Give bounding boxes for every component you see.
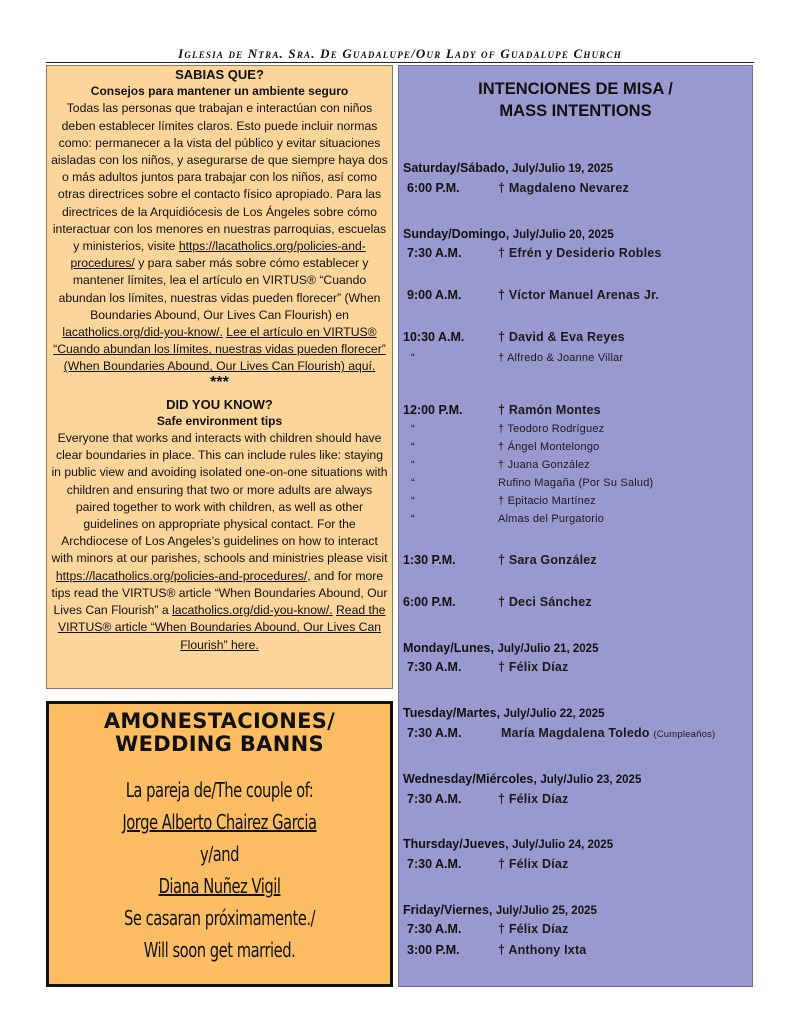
ditto-mark: “ [411,495,415,507]
mass-title-1: INTENCIONES DE MISA / [478,80,673,98]
dyk-text-2: and for more tips read the VIRTUS® article “When Boundaries Abound, Our Lives Can Flourish” a [51,568,388,618]
intention-row [403,792,751,810]
mass-title [399,78,752,122]
mass-time: 3:00 P.M. [407,943,460,957]
bride-name: Diana Nuñez Vigil [158,874,281,898]
intention-row [403,922,751,940]
intention-name: † Deci Sánchez [498,595,592,609]
intention-name: † Sara González [498,553,597,567]
ditto-mark: “ [411,477,415,489]
intention-row [403,726,751,744]
mass-time: 6:00 P.M. [403,595,456,609]
header-rule [46,62,754,63]
intention-name: † David & Eva Reyes [498,330,625,344]
ditto-mark: “ [411,423,415,435]
sabias-body [47,100,392,375]
day-date: July/Julio 19, 2025 [512,163,614,175]
intention-row [403,943,751,961]
intention-row [403,513,751,531]
banns-line-married: Will soon get married. [143,938,296,962]
intention-name: † Efrén y Desiderio Robles [498,246,662,260]
intention-name: † Félix Díaz [498,857,569,871]
intention-name: † Epitacio Martínez [498,495,596,507]
intention-row [403,330,751,348]
intention-row [403,441,751,459]
mass-time: 7:30 A.M. [407,246,462,260]
mass-time: 1:30 P.M. [403,553,456,567]
intention-row [403,246,751,264]
ditto-mark: “ [411,352,415,364]
day-date: July/Julio 24, 2025 [512,839,614,851]
mass-intentions-box [398,65,753,987]
mass-time: 9:00 A.M. [407,288,462,302]
day-date: July/Julio 21, 2025 [497,643,599,655]
day-heading [403,837,613,851]
intention-row [403,423,751,441]
sabias-virtus-link[interactable]: Lee el artículo en VIRTUS® “Cuando abundan los límites, nuestras vidas pueden florecer” (When Boundaries Abound, Our Lives Can Flourish) aquí. [53,325,386,374]
day-name: Saturday/Sábado, [403,161,509,175]
dyk-subtitle: Safe environment tips [156,413,283,428]
banns-title-1: AMONESTACIONES/ [103,709,336,733]
intention-name: † Ramón Montes [498,403,601,417]
separator-stars: *** [210,373,229,391]
intention-name: † Ángel Montelongo [498,441,600,453]
sabias-subtitle: Consejos para mantener un ambiente seguro [90,84,349,99]
sabias-title: SABIAS QUE? [175,67,264,82]
intention-name [501,726,715,740]
wedding-banns-box [46,701,393,987]
groom-name: Jorge Alberto Chairez Garcia [122,810,317,834]
intention-row [403,352,751,370]
intention-row [403,459,751,477]
mass-time: 7:30 A.M. [407,726,462,740]
mass-time: 10:30 A.M. [403,330,465,344]
intention-row [403,660,751,678]
dyk-text: Everyone that works and interacts with children should have clear boundaries in place. This can include rules like: staying in public view and avoiding isolated one-on-one situations with children and ensuring that two or more adults are always paired together to work with children, as well as other guidelines on appropriate physical contact. For the Archdiocese of Los Angeles’s guidelines on how to interact with minors at our parishes, schools and ministries please visit [51,431,388,566]
banns-line-soon: Se casaran próximamente./ [123,906,316,930]
intention-name: † Félix Díaz [498,660,569,674]
day-heading [403,227,614,241]
day-date: July/Julio 20, 2025 [512,229,614,241]
ditto-mark: “ [411,513,415,525]
sabias-policies-link[interactable]: https://lacatholics.org/policies-and-procedures/ [70,239,366,271]
banns-title-2: WEDDING BANNS [115,732,324,756]
intention-text: María Magdalena Toledo [501,726,650,740]
sabias-text: Todas las personas que trabajan e interactúan con niños deben establecer límites claros. Esto puede incluir normas como: permanecer a la vista del público y evitar situaciones aisladas con los niños, y asegurarse de que siempre haya dos o más adultos juntos para trabajar con los niños, así como otras directrices sobre el contacto físico apropiado. Para las directrices de la Arquidiócesis de Los Ángeles sobre cómo interactuar con los menores en nuestras parroquias, escuelas y ministerios, visite [51,101,388,254]
day-date: July/Julio 23, 2025 [540,774,642,786]
day-name: Sunday/Domingo, [403,227,510,241]
bulletin-header: Iglesia de Ntra. Sra. De Guadalupe/Our Lady of Guadalupe Church [178,46,622,61]
dyk-virtus-link[interactable]: Read the VIRTUS® article “When Boundaries Abound, Our Lives Can Flourish” here. [57,603,386,652]
dyk-body [47,430,392,654]
intention-row [403,403,751,421]
day-date: July/Julio 25, 2025 [495,905,597,917]
mass-time: 7:30 A.M. [407,857,462,871]
sabias-text-2: y para saber más sobre cómo establecer y mantener límites, lea el artículo en VIRTUS® “Cuando abundan los límites, nuestras vidas pueden florecer” (When Boundaries Abound, Our Lives Can Flourish) en [58,256,381,322]
day-name: Thursday/Jueves, [403,837,509,851]
day-heading [403,161,613,175]
intention-name: Rufino Magaña (Por Su Salud) [498,477,654,489]
mass-time: 7:30 A.M. [407,660,462,674]
intention-name: Almas del Purgatorio [498,513,605,525]
dyk-didyouknow-link[interactable]: lacatholics.org/did-you-know/. [172,603,333,618]
intention-row [403,181,751,199]
ditto-mark: “ [411,459,415,471]
day-heading [403,903,597,917]
day-date: July/Julio 22, 2025 [503,708,605,720]
intention-name: † Teodoro Rodríguez [498,423,605,435]
banns-and: y/and [199,842,240,866]
intention-row [403,553,751,571]
sabias-didyouknow-link[interactable]: lacatholics.org/did-you-know/. [62,325,223,340]
intention-name: † Alfredo & Joanne Villar [498,352,624,364]
intention-row [403,288,751,306]
intention-row [403,495,751,513]
intention-name: † Juana González [498,459,590,471]
day-name: Tuesday/Martes, [403,706,501,720]
intention-row [403,477,751,495]
intention-name: † Víctor Manuel Arenas Jr. [498,288,660,302]
dyk-policies-link[interactable]: https://lacatholics.org/policies-and-procedures/, [55,568,311,583]
day-name: Wednesday/Miércoles, [403,772,537,786]
intention-row [403,857,751,875]
banns-bride [80,870,360,902]
safe-environment-box [46,65,393,689]
day-heading [403,641,598,655]
intention-row [403,595,751,613]
intention-name: † Félix Díaz [498,922,569,936]
mass-time: 6:00 P.M. [407,181,460,195]
mass-time: 7:30 A.M. [407,792,462,806]
day-name: Friday/Viernes, [403,903,493,917]
mass-time: 7:30 A.M. [407,922,462,936]
dyk-title: DID YOU KNOW? [166,396,273,412]
ditto-mark: “ [411,441,415,453]
mass-title-2: MASS INTENTIONS [499,102,652,120]
intention-name: † Félix Díaz [498,792,569,806]
mass-time: 12:00 P.M. [403,403,463,417]
intention-name: † Anthony Ixta [498,943,587,957]
day-heading [403,706,605,720]
banns-groom [80,806,360,838]
banns-line-couple: La pareja de/The couple of: [125,778,314,802]
day-name: Monday/Lunes, [403,641,494,655]
day-heading [403,772,641,786]
intention-name: † Magdaleno Nevarez [498,181,629,195]
intention-note: (Cumpleaños) [653,729,716,740]
